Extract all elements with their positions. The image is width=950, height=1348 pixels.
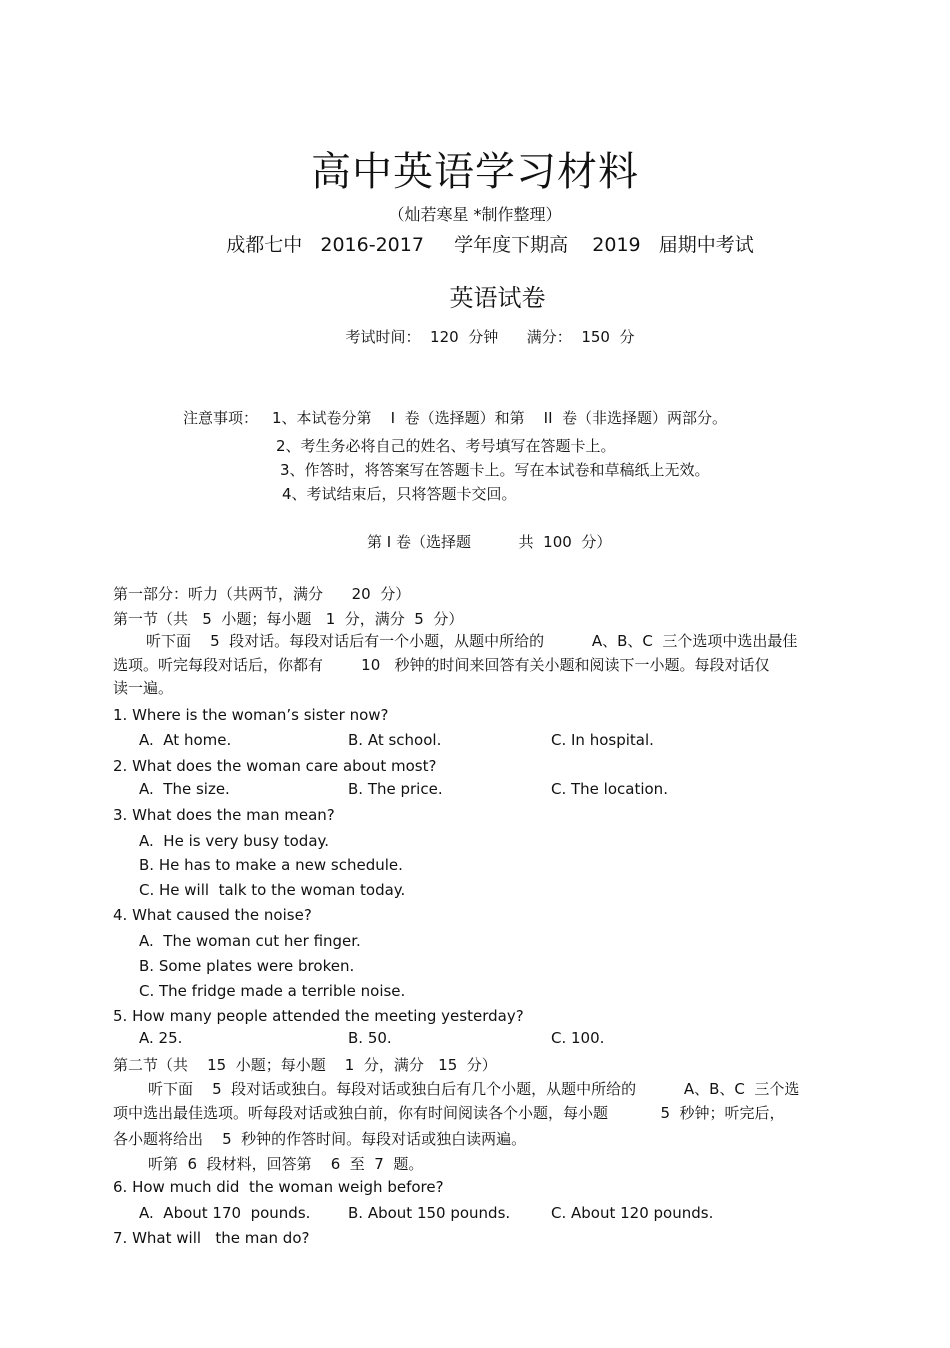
q2-option-a: A. The size. (139, 780, 230, 798)
q2-option-c: C. The location. (551, 780, 668, 798)
volume-title: 第 I 卷（选择题 共 100 分） (367, 533, 612, 551)
section1-instruction-line: 读一遍。 (113, 679, 174, 697)
section2-title: 第二节（共 15 小题；每小题 1 分，满分 15 分） (113, 1056, 497, 1074)
question-2: 2. What does the woman care about most? (113, 757, 437, 775)
q5-option-a: A. 25. (139, 1029, 183, 1047)
page-title: 高中英语学习材料 (311, 149, 639, 195)
question-3: 3. What does the man mean? (113, 806, 335, 824)
q3-option-a: A. He is very busy today. (139, 832, 330, 850)
note-item-3: 3、作答时，将答案写在答题卡上。写在本试卷和草稿纸上无效。 (280, 461, 710, 479)
q6-option-a: A. About 170 pounds. (139, 1204, 311, 1222)
q6-option-b: B. About 150 pounds. (348, 1204, 511, 1222)
section1-instruction-line: 选项。听完每段对话后，你都有 10 秒钟的时间来回答有关小题和阅读下一小题。每段对话仅 (113, 656, 770, 674)
question-5: 5. How many people attended the meeting yesterday? (113, 1007, 524, 1025)
q5-option-b: B. 50. (348, 1029, 392, 1047)
q3-option-c: C. He will talk to the woman today. (139, 881, 406, 899)
q4-option-a: A. The woman cut her finger. (139, 932, 361, 950)
q3-option-b: B. He has to make a new schedule. (139, 856, 403, 874)
note-item-4: 4、考试结束后，只将答题卡交回。 (282, 485, 517, 503)
exam-time-line: 考试时间： 120 分钟 满分： 150 分 (345, 328, 635, 346)
q1-option-c: C. In hospital. (551, 731, 654, 749)
note-item-1: 1、本试卷分第 I 卷（选择题）和第 II 卷（非选择题）两部分。 (272, 409, 728, 427)
q4-option-c: C. The fridge made a terrible noise. (139, 982, 406, 1000)
subject-title: 英语试卷 (449, 284, 546, 312)
material-intro: 听第 6 段材料，回答第 6 至 7 题。 (148, 1155, 424, 1173)
question-6: 6. How much did the woman weigh before? (113, 1178, 444, 1196)
notes-label: 注意事项： (183, 409, 259, 427)
section2-instruction-line: 各小题将给出 5 秒钟的作答时间。每段对话或独白读两遍。 (113, 1130, 527, 1148)
section1-instruction-line: 听下面 5 段对话。每段对话后有一个小题，从题中所给的 A、B、C 三个选项中选出最佳 (146, 632, 798, 650)
part1-title: 第一部分：听力（共两节，满分 20 分） (113, 585, 411, 603)
section1-title: 第一节（共 5 小题；每小题 1 分，满分 5 分） (113, 610, 464, 628)
question-1: 1. Where is the woman’s sister now? (113, 706, 389, 724)
q2-option-b: B. The price. (348, 780, 443, 798)
credit-line: （灿若寒星 *制作整理） (388, 205, 562, 224)
section2-instruction-line: 项中选出最佳选项。听每段对话或独白前，你有时间阅读各个小题，每小题 5 秒钟；听完后， (113, 1104, 785, 1122)
exam-line: 成都七中 2016-2017 学年度下期高 2019 届期中考试 (226, 234, 754, 256)
q1-option-b: B. At school. (348, 731, 442, 749)
question-7: 7. What will the man do? (113, 1229, 310, 1247)
q5-option-c: C. 100. (551, 1029, 605, 1047)
question-4: 4. What caused the noise? (113, 906, 312, 924)
q6-option-c: C. About 120 pounds. (551, 1204, 714, 1222)
q4-option-b: B. Some plates were broken. (139, 957, 355, 975)
q1-option-a: A. At home. (139, 731, 232, 749)
note-item-2: 2、考生务必将自己的姓名、考号填写在答题卡上。 (276, 437, 616, 455)
section2-instruction-line: 听下面 5 段对话或独白。每段对话或独白后有几个小题，从题中所给的 A、B、C 三个选 (148, 1080, 800, 1098)
